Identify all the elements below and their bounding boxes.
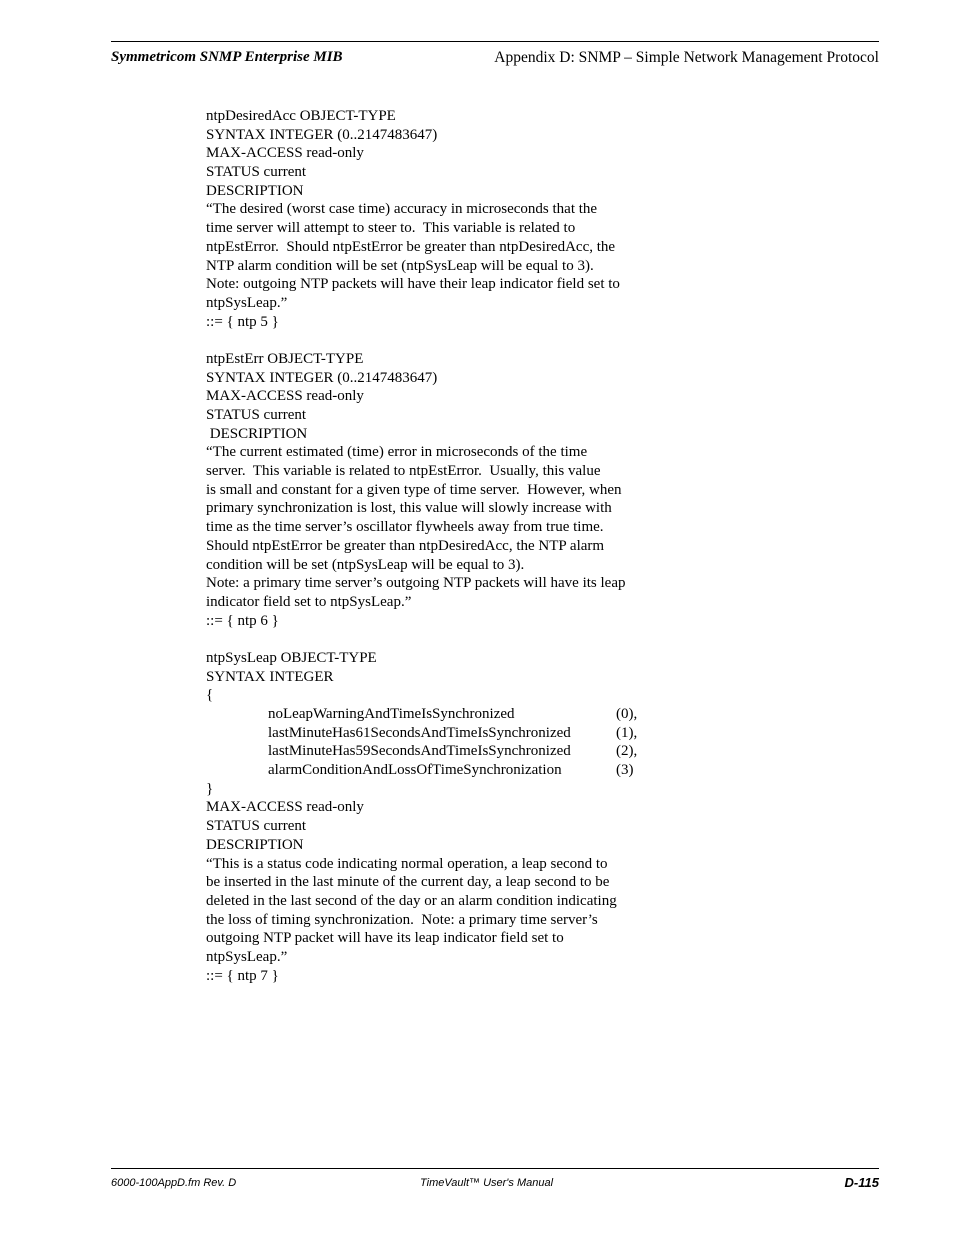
enum-value: (3) — [616, 762, 634, 779]
text-line: deleted in the last second of the day or an alarm condition indicating — [206, 892, 617, 909]
enum-name: alarmConditionAndLossOfTimeSynchronization — [268, 762, 562, 779]
text-line: ntpEstErr OBJECT-TYPE — [206, 350, 364, 367]
enum-name: noLeapWarningAndTimeIsSynchronized — [268, 706, 515, 722]
text-line: time server will attempt to steer to. This variable is related to — [206, 220, 576, 237]
enum-entry — [206, 724, 666, 743]
mib-object-ntpsysleap — [206, 649, 666, 985]
document-body — [206, 107, 666, 985]
spacer — [206, 630, 666, 649]
header-title: Symmetricom SNMP Enterprise MIB — [111, 49, 343, 65]
text-line: “The desired (worst case time) accuracy in microseconds that the — [206, 201, 598, 218]
text-line: STATUS current — [206, 818, 307, 835]
enum-value: (1), — [616, 724, 638, 741]
text-line: DESCRIPTION — [206, 425, 308, 442]
text-line: primary synchronization is lost, this value will slowly increase with — [206, 500, 612, 517]
text-line: “The current estimated (time) error in microseconds of the time — [206, 444, 588, 461]
text-line: SYNTAX INTEGER — [206, 668, 334, 685]
text-line: SYNTAX INTEGER (0..2147483647) — [206, 369, 438, 386]
text-line: MAX-ACCESS read-only — [206, 799, 364, 816]
text-line: MAX-ACCESS read-only — [206, 388, 364, 405]
spacer — [206, 331, 666, 350]
text-line: ::= { ntp 5 } — [206, 313, 279, 330]
text-line: NTP alarm condition will be set (ntpSysLeap will be equal to 3). — [206, 257, 594, 274]
text-line: MAX-ACCESS read-only — [206, 145, 364, 162]
text-line: ::= { ntp 6 } — [206, 612, 279, 629]
enum-entry — [206, 705, 666, 724]
text-line: SYNTAX INTEGER (0..2147483647) — [206, 126, 438, 143]
enum-name: lastMinuteHas59SecondsAndTimeIsSynchronized — [268, 743, 571, 760]
header-section: Appendix D: SNMP – Simple Network Management Protocol — [494, 49, 879, 66]
text-line: Should ntpEstError be greater than ntpDesiredAcc, the NTP alarm — [206, 537, 605, 554]
mib-object-ntpdesiredacc — [206, 107, 666, 331]
text-line: } — [206, 780, 214, 797]
text-line: is small and constant for a given type of time server. However, when — [206, 481, 622, 498]
text-line: ntpSysLeap.” — [206, 948, 288, 965]
text-line: ntpDesiredAcc OBJECT-TYPE — [206, 108, 396, 124]
text-line: the loss of timing synchronization. Note: a primary time server’s — [206, 911, 598, 928]
text-line: server. This variable is related to ntpEstError. Usually, this value — [206, 463, 601, 480]
text-line: ntpSysLeap.” — [206, 294, 288, 311]
enum-value: (0), — [616, 706, 638, 722]
enum-name: lastMinuteHas61SecondsAndTimeIsSynchronized — [268, 724, 571, 741]
text-line: STATUS current — [206, 407, 307, 423]
text-line: ntpSysLeap OBJECT-TYPE — [206, 649, 377, 666]
enum-entry — [206, 761, 666, 780]
mib-object-ntpesterr — [206, 350, 666, 630]
text-line: Note: a primary time server’s outgoing NTP packets will have its leap — [206, 575, 626, 592]
text-line: condition will be set (ntpSysLeap will be equal to 3). — [206, 556, 525, 573]
text-line: outgoing NTP packet will have its leap indicator field set to — [206, 930, 564, 947]
text-line: “This is a status code indicating normal operation, a leap second to — [206, 855, 608, 872]
enum-value: (2), — [616, 743, 638, 760]
text-line: STATUS current — [206, 164, 307, 181]
page-number: D-115 — [844, 1175, 879, 1190]
text-line: ntpEstError. Should ntpEstError be greater than ntpDesiredAcc, the — [206, 238, 616, 255]
text-line: DESCRIPTION — [206, 182, 304, 199]
text-line: Note: outgoing NTP packets will have their leap indicator field set to — [206, 276, 620, 293]
text-line: { — [206, 687, 214, 704]
page-header — [111, 41, 879, 72]
text-line: be inserted in the last minute of the current day, a leap second to be — [206, 874, 610, 891]
text-line: ::= { ntp 7 } — [206, 967, 279, 984]
text-line: indicator field set to ntpSysLeap.” — [206, 593, 412, 610]
enum-entry — [206, 742, 666, 761]
footer-filename: 6000-100AppD.fm Rev. D — [111, 1177, 237, 1189]
text-line: time as the time server’s oscillator flywheels away from true time. — [206, 519, 604, 536]
text-line: DESCRIPTION — [206, 836, 304, 853]
page-footer — [111, 1168, 879, 1199]
footer-manual-title: TimeVault™ User's Manual — [420, 1177, 554, 1189]
